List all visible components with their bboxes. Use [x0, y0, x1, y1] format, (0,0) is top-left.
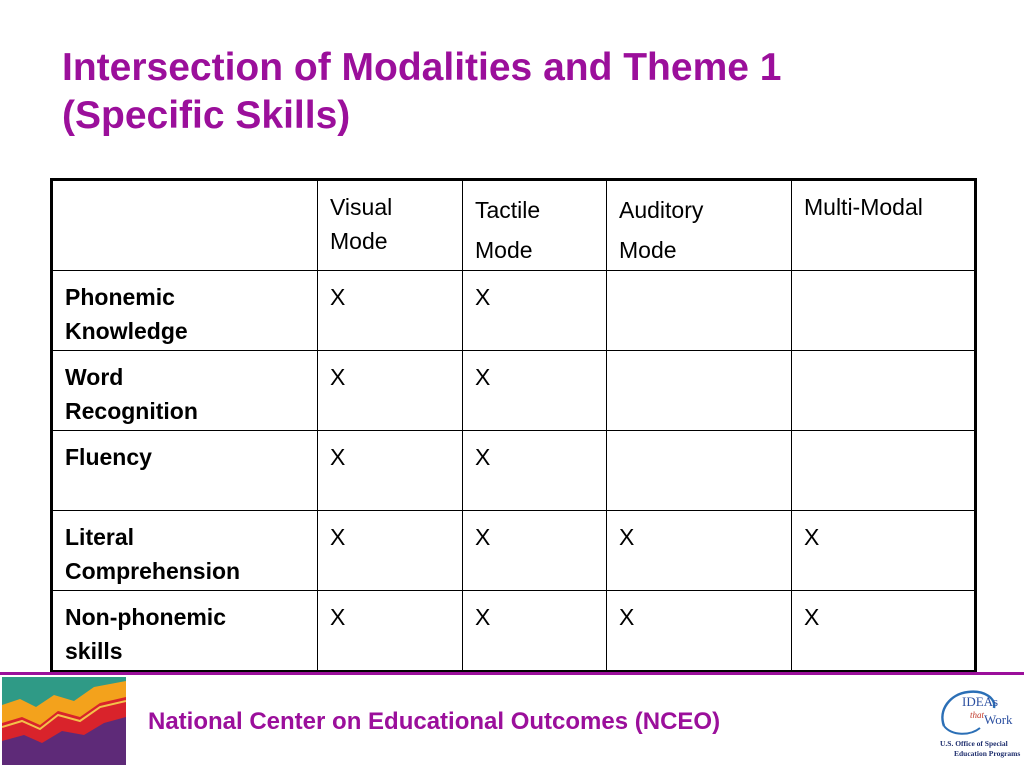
cell-mark: X [463, 351, 607, 431]
slide-title [62, 44, 962, 140]
header-visual-line-1: Visual [330, 194, 393, 220]
modalities-table [50, 178, 977, 673]
cell-mark: X [318, 351, 463, 431]
table-row [52, 591, 976, 672]
cell-mark: X [318, 511, 463, 591]
slide-title-line-2: (Specific Skills) [62, 94, 351, 137]
cell-mark: X [607, 511, 792, 591]
cell-mark: X [792, 591, 976, 672]
row-label-literal-comprehension [52, 511, 318, 591]
table-header-row [52, 180, 976, 271]
header-auditory-line-1: Auditory [619, 197, 704, 223]
header-auditory-line-2: Mode [619, 237, 677, 263]
logo-caption-1: U.S. Office of Special [940, 739, 1008, 748]
table-row [52, 351, 976, 431]
slide-title-line-1: Intersection of Modalities and Theme 1 [62, 46, 782, 89]
cell-mark [792, 271, 976, 351]
logo-caption-2: Education Programs [954, 749, 1021, 758]
header-multi-modal-line-1: Multi-Modal [804, 194, 923, 220]
table-row [52, 431, 976, 511]
header-cell-empty [52, 180, 318, 271]
row-label-word-recognition [52, 351, 318, 431]
header-tactile-line-2: Mode [475, 237, 533, 263]
ideas-word: IDEAs [962, 694, 999, 709]
cell-mark [607, 431, 792, 511]
row-label-line: Recognition [65, 398, 198, 424]
row-label-phonemic-knowledge [52, 271, 318, 351]
row-label-line: Literal [65, 524, 135, 550]
cell-mark [607, 271, 792, 351]
header-cell-multi-modal [792, 180, 976, 271]
row-label-line: Knowledge [65, 318, 188, 344]
header-cell-auditory [607, 180, 792, 271]
cell-mark [607, 351, 792, 431]
row-label-line: Phonemic [65, 284, 175, 310]
footer-divider [0, 672, 1024, 675]
cell-mark: X [792, 511, 976, 591]
table-row [52, 271, 976, 351]
cell-mark: X [318, 591, 463, 672]
ideas-that-work-logo-icon [934, 684, 1022, 766]
table-row [52, 511, 976, 591]
row-label-line: Word [65, 364, 124, 390]
row-label-fluency [52, 431, 318, 511]
row-label-line: Non-phonemic [65, 604, 226, 630]
cell-mark: X [463, 271, 607, 351]
cell-mark: X [463, 431, 607, 511]
cell-mark: X [607, 591, 792, 672]
cell-mark: X [463, 591, 607, 672]
cell-mark: X [318, 271, 463, 351]
nceo-chart-logo-icon [2, 677, 126, 765]
row-label-line: skills [65, 638, 123, 664]
work-word: Work [984, 712, 1013, 727]
header-cell-tactile [463, 180, 607, 271]
cell-mark [792, 351, 976, 431]
header-tactile-line-1: Tactile [475, 197, 541, 223]
cell-mark [792, 431, 976, 511]
header-cell-visual [318, 180, 463, 271]
row-label-non-phonemic-skills [52, 591, 318, 672]
footer-organization: National Center on Educational Outcomes (NCEO) [148, 708, 721, 735]
header-visual-line-2: Mode [330, 228, 388, 254]
cell-mark: X [463, 511, 607, 591]
row-label-line: Comprehension [65, 558, 241, 584]
cell-mark: X [318, 431, 463, 511]
row-label-line: Fluency [65, 444, 152, 470]
that-word: that [970, 710, 985, 720]
